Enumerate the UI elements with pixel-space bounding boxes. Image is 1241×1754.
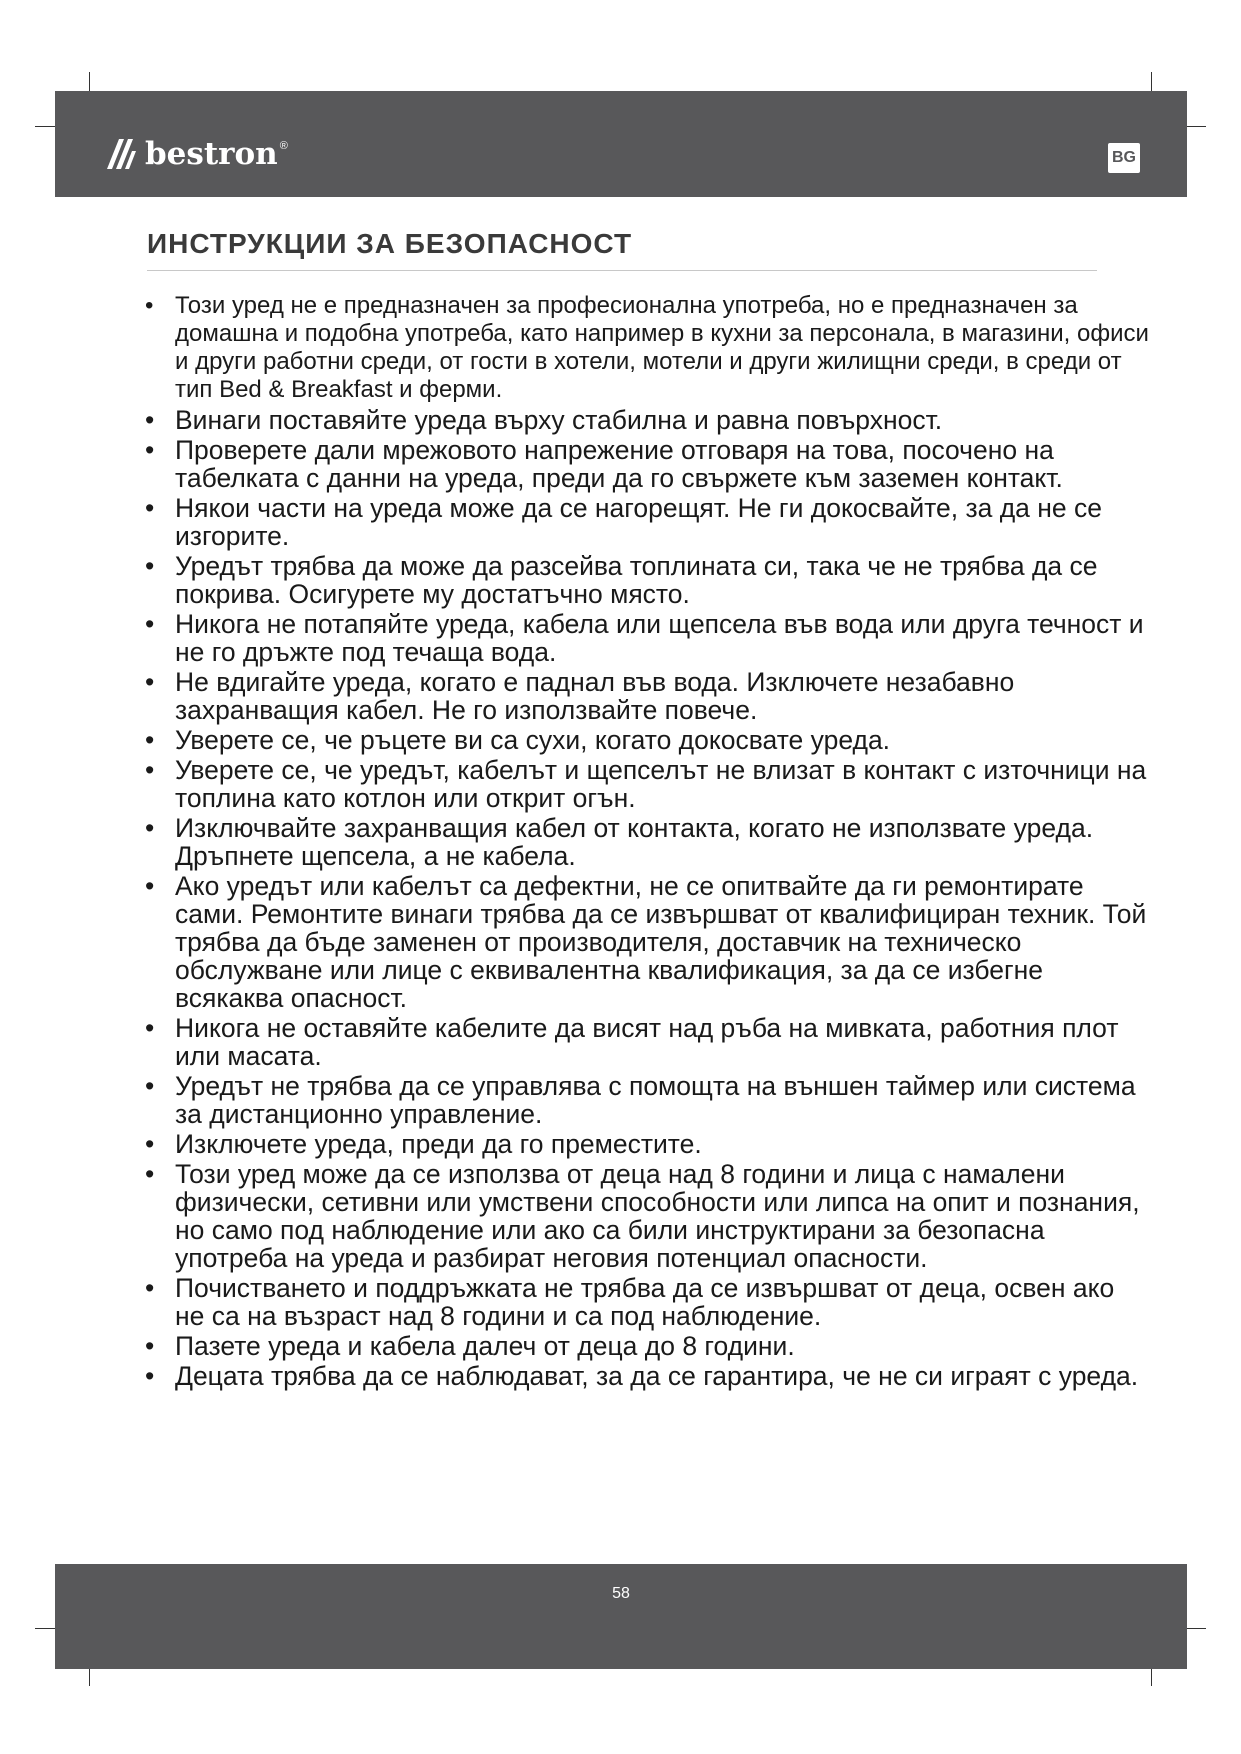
registered-mark: ®: [279, 140, 288, 152]
list-item: • Уредът не трябва да се управлява с помощта на външен таймер или система за дистанционно управление.: [140, 1072, 1150, 1128]
list-item: • Винаги поставяйте уреда върху стабилна и равна повърхност.: [140, 406, 1150, 434]
list-item: • Изключете уреда, преди да го преместите.: [140, 1130, 1150, 1158]
list-item: • Никога не оставяйте кабелите да висят над ръба на мивката, работния плот или масата.: [140, 1014, 1150, 1070]
list-item: • Пазете уреда и кабела далеч от деца до 8 години.: [140, 1332, 1150, 1360]
list-item: • Почистването и поддръжката не трябва да се извършват от деца, освен ако не са на възраст над 8 години и са под наблюдение.: [140, 1274, 1150, 1330]
page-number: 58: [612, 1585, 630, 1602]
list-item: • Никога не потапяйте уреда, кабела или щепсела във вода или друга течност и не го дръжте под течаща вода.: [140, 610, 1150, 666]
list-item: • Децата трябва да се наблюдават, за да се гарантира, че не си играят с уреда.: [140, 1362, 1150, 1390]
footer-bar: [55, 1564, 1187, 1669]
list-item: • Този уред не е предназначен за професионална употреба, но е предназначен за домашна и подобна употреба, като например в кухни за персонала, в магазини, офиси и други работни среди, от гости в хотели, мотели и други жилищни среди, в среди от тип Bed & Breakfast и ферми.: [140, 292, 1150, 404]
list-item: • Не вдигайте уреда, когато е паднал във вода. Изключете незабавно захранващия кабел. Не го използвайте повече.: [140, 668, 1150, 724]
list-item: • Ако уредът или кабелът са дефектни, не се опитвайте да ги ремонтирате сами. Ремонтите винаги трябва да се извършват от квалифициран техник. Той трябва да бъде заменен от производителя, доставчик на техническо обслужване или лице с еквивалентна квалификация, за да се избегне всякаква опасност.: [140, 872, 1150, 1012]
list-item: • Някои части на уреда може да се нагорещят. Не ги докосвайте, за да не се изгорите.: [140, 494, 1150, 550]
list-item: • Уредът трябва да може да разсейва топлината си, така че не трябва да се покрива. Осигурете му достатъчно място.: [140, 552, 1150, 608]
list-item: • Уверете се, че уредът, кабелът и щепселът не влизат в контакт с източници на топлина като котлон или открит огън.: [140, 756, 1150, 812]
list-item: • Този уред може да се използва от деца над 8 години и лица с намалени физически, сетивни или умствени способности или липса на опит и познания, но само под наблюдение или ако са били инструктирани за безопасна употреба на уреда и разбират неговия потенциал опасности.: [140, 1160, 1150, 1272]
list-item: • Уверете се, че ръцете ви са сухи, когато докосвате уреда.: [140, 726, 1150, 754]
list-item: • Проверете дали мрежовото напрежение отговаря на това, посочено на табелката с данни на уреда, преди да го свържете към заземен контакт.: [140, 436, 1150, 492]
list-item: • Изключвайте захранващия кабел от контакта, когато не използвате уреда. Дръпнете щепсела, а не кабела.: [140, 814, 1150, 870]
safety-instructions-list: [140, 292, 1150, 1392]
bestron-logo-icon: [105, 137, 139, 171]
brand-name: bestron: [145, 136, 278, 172]
page-title: ИНСТРУКЦИИ ЗА БЕЗОПАСНОСТ: [147, 228, 633, 259]
header-bar: [55, 91, 1187, 197]
language-badge: BG: [1108, 143, 1140, 173]
title-divider: [147, 270, 1097, 271]
brand-logo: [105, 136, 288, 172]
